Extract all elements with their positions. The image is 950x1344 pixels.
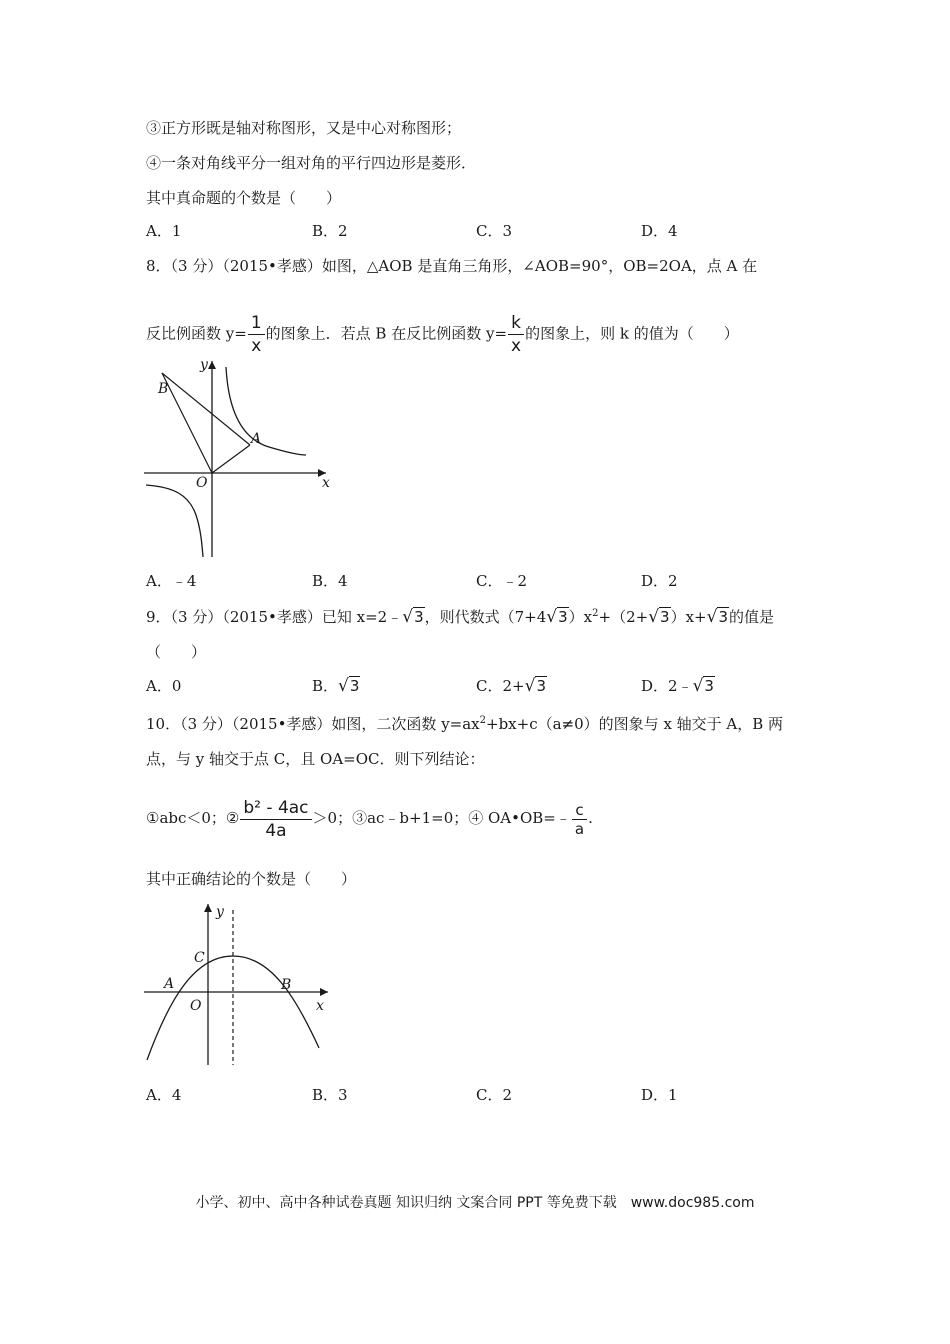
- q10-stem-line-2: 点，与 y 轴交于点 C，且 OA=OC．则下列结论：: [146, 750, 485, 768]
- q9-option-b: [312, 676, 360, 696]
- q10-option-d: D．1: [641, 1086, 678, 1104]
- q9-option-d-sqrt: √3: [692, 676, 714, 696]
- q9-sqrt-1: √3: [402, 607, 424, 627]
- q10-exponent: 2: [479, 715, 487, 726]
- q10-label-c: C: [194, 950, 205, 966]
- q10-text-conclusions-c: .: [588, 809, 593, 827]
- q8-option-a: A．﹣4: [146, 572, 197, 590]
- q10-frac-denominator: 4a: [265, 820, 287, 841]
- q7-option-d: D．4: [641, 222, 678, 240]
- q8-stem-line-2: [146, 312, 739, 357]
- q9-text-e: ）x+: [670, 608, 707, 626]
- q8-label-a: A: [251, 431, 262, 447]
- q8-fraction-k-over-x: [508, 312, 524, 357]
- q9-stem-line-1: [146, 604, 774, 627]
- q9-text-c: ）x: [568, 608, 593, 626]
- q9-option-d-label: D．2﹣: [641, 677, 693, 695]
- q10-text-conclusions-b: ＞0；③ac﹣b+1=0；④ OA•OB=﹣: [312, 809, 571, 827]
- q8-text-c: 的图象上，则 k 的值为（ ）: [525, 324, 739, 343]
- q10-question: 其中正确结论的个数是（ ）: [146, 870, 357, 888]
- q9-sqrt-3: √3: [648, 607, 670, 627]
- q7-option-b: B．2: [312, 222, 348, 240]
- q10-text-a: 10．（3 分）（2015•孝感）如图，二次函数 y=ax: [146, 715, 480, 733]
- q7-option-c: C．3: [476, 222, 513, 240]
- page-footer: 小学、初中、高中各种试卷真题 知识归纳 文案合同 PPT 等免费下载 www.doc985.com: [195, 1195, 755, 1211]
- q10-fraction-c-over-a: [572, 801, 587, 838]
- q8-stem-line-1: 8．（3 分）（2015•孝感）如图，△AOB 是直角三角形，∠AOB=90°，OB=2OA，点 A 在: [146, 257, 758, 275]
- q10-option-c: C．2: [476, 1086, 513, 1104]
- q9-radicand-4: 3: [718, 608, 728, 626]
- q8-text-b: 的图象上．若点 B 在反比例函数 y=: [265, 324, 508, 343]
- q7-question: 其中真命题的个数是（ ）: [146, 189, 342, 207]
- q9-sqrt-4: √3: [706, 607, 728, 627]
- q10-frac-numerator: b² - 4ac: [240, 797, 311, 820]
- q7-statement-3: ③正方形既是轴对称图形，又是中心对称图形；: [146, 119, 462, 137]
- q9-stem-line-2: （ ）: [146, 643, 207, 661]
- q8-hyperbola-figure: [144, 355, 334, 560]
- q10-option-b: B．3: [312, 1086, 348, 1104]
- q9-option-d-radicand: 3: [704, 677, 714, 695]
- q9-option-b-sqrt: √3: [338, 676, 360, 696]
- q8-label-x: x: [322, 475, 330, 491]
- q9-option-c-label: C．2+: [476, 677, 525, 695]
- q8-text-a: 反比例函数 y=: [146, 324, 247, 343]
- q7-statement-4: ④一条对角线平分一组对角的平行四边形是菱形．: [146, 154, 477, 172]
- q8-frac2-denominator: x: [511, 336, 522, 356]
- q7-option-a: A．1: [146, 222, 182, 240]
- q9-radicand-2: 3: [558, 608, 568, 626]
- q10-option-a: A．4: [146, 1086, 182, 1104]
- q9-text-f: 的值是: [729, 608, 775, 626]
- q9-option-c-sqrt: √3: [524, 676, 546, 696]
- q10-fraction-discriminant: [240, 797, 311, 842]
- q10-conclusions: [146, 794, 593, 842]
- q9-text-a: 9．（3 分）（2015•孝感）已知 x=2﹣: [146, 608, 403, 626]
- q10-parabola-figure: [144, 900, 334, 1068]
- q9-sqrt-2: √3: [546, 607, 568, 627]
- q8-frac1-numerator: 1: [248, 312, 265, 335]
- q10-text-b: +bx+c（a≠0）的图象与 x 轴交于 A，B 两: [486, 715, 784, 733]
- q8-option-b: B．4: [312, 572, 348, 590]
- q10-label-y: y: [216, 904, 224, 920]
- q9-radicand-3: 3: [660, 608, 670, 626]
- q8-frac1-denominator: x: [251, 336, 262, 356]
- q8-label-o: O: [196, 475, 208, 491]
- q8-label-b: B: [158, 381, 169, 397]
- q9-option-c-radicand: 3: [536, 677, 546, 695]
- q10-stem-line-1: [146, 711, 783, 734]
- q8-frac2-numerator: k: [508, 312, 524, 335]
- q8-fraction-1-over-x: [248, 312, 265, 357]
- q9-text-d: +（2+: [598, 608, 649, 626]
- q8-option-c: C．﹣2: [476, 572, 528, 590]
- q10-label-a: A: [164, 976, 175, 992]
- q9-exponent: 2: [592, 608, 599, 619]
- q10-text-conclusions-a: ①abc＜0；②: [146, 809, 240, 827]
- q9-radicand-1: 3: [414, 608, 424, 626]
- q9-option-c: [476, 676, 547, 696]
- q10-label-b: B: [281, 977, 292, 993]
- q10-frac2-numerator: c: [572, 801, 587, 820]
- q8-label-y: y: [200, 357, 208, 373]
- q10-label-x: x: [316, 998, 324, 1014]
- q10-label-o: O: [190, 998, 202, 1014]
- q9-text-b: ，则代数式（7+4: [424, 608, 547, 626]
- q8-option-d: D．2: [641, 572, 678, 590]
- q9-option-b-radicand: 3: [349, 677, 360, 695]
- q9-option-a: A．0: [146, 677, 182, 695]
- q9-option-d: [641, 676, 715, 696]
- q9-option-b-label: B．: [312, 677, 339, 695]
- q10-frac2-denominator: a: [574, 819, 585, 838]
